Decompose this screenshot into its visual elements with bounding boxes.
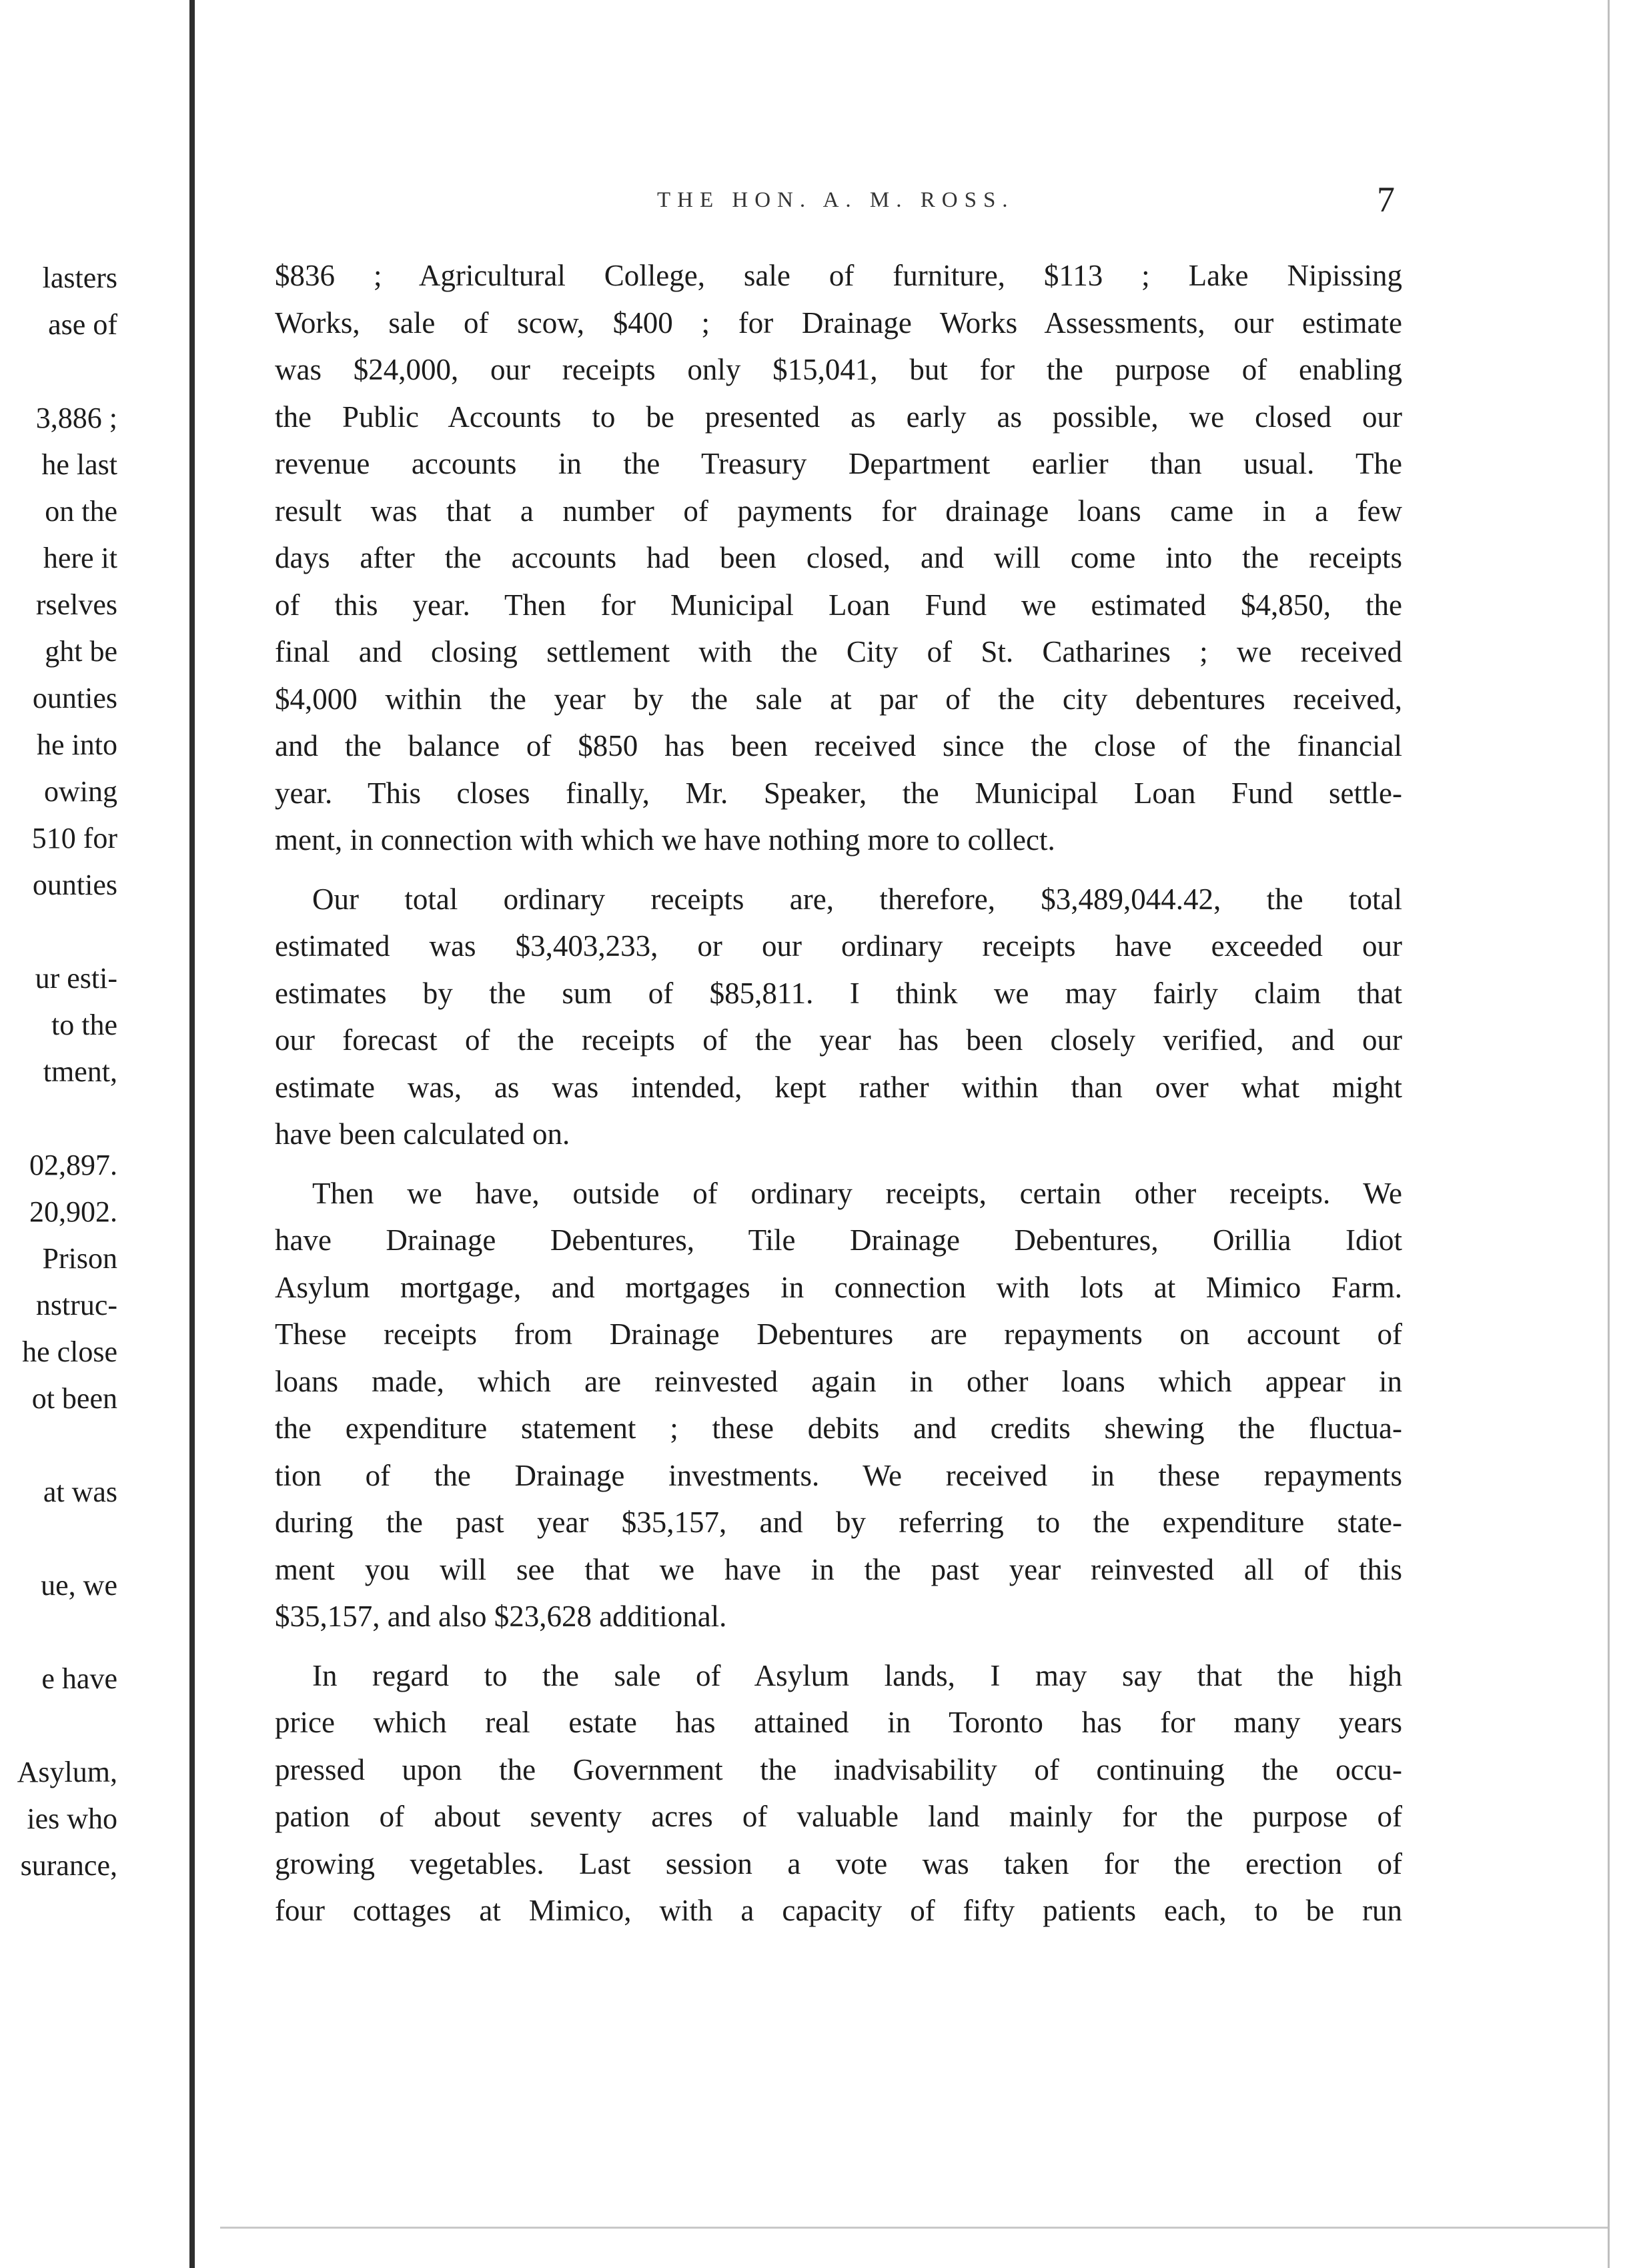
margin-fragment: e have [41, 1662, 117, 1695]
margin-fragment: ght be [45, 635, 117, 668]
margin-fragment [0, 1609, 117, 1656]
text-line: year. This closes finally, Mr. Speaker, the Municipal Loan Fund settle- [275, 776, 1402, 810]
margin-fragment: here it [43, 542, 117, 574]
paragraph-3 [275, 1170, 1402, 1640]
text-line: price which real estate has attained in Toronto has for many years [275, 1706, 1402, 1739]
margin-fragment: ase of [48, 308, 117, 341]
text-line: ment, in connection with which we have nothing more to collect. [275, 823, 1055, 857]
text-line: have been calculated on. [275, 1117, 570, 1151]
text-line: have Drainage Debentures, Tile Drainage Debentures, Orillia Idiot [275, 1223, 1402, 1257]
binding-edge-line [189, 0, 195, 2268]
facing-page-fragments [0, 255, 117, 1889]
text-line: was $24,000, our receipts only $15,041, but for the purpose of enabling [275, 353, 1402, 386]
text-line: estimates by the sum of $85,811. I think we may fairly claim that [275, 976, 1402, 1010]
text-line: revenue accounts in the Treasury Department earlier than usual. The [275, 447, 1402, 480]
margin-fragment: 02,897. [29, 1149, 117, 1181]
body-text [275, 252, 1402, 1946]
text-line: ment you will see that we have in the past year reinvested all of this [275, 1552, 1402, 1586]
text-line: $35,157, and also $23,628 additional. [275, 1600, 727, 1633]
margin-fragment [0, 1422, 117, 1469]
text-line: our forecast of the receipts of the year has been closely verified, and our [275, 1023, 1402, 1057]
margin-fragment: surance, [20, 1849, 117, 1882]
paragraph-2 [275, 876, 1402, 1158]
margin-fragment [0, 1516, 117, 1562]
margin-fragment: he last [41, 448, 117, 481]
margin-fragment: to the [51, 1009, 117, 1041]
margin-fragment: lasters [42, 261, 117, 294]
page-number: 7 [1377, 179, 1395, 219]
margin-fragment: tment, [43, 1055, 117, 1088]
margin-fragment [0, 909, 117, 955]
text-line: estimated was $3,403,233, or our ordinary receipts have exceeded our [275, 929, 1402, 963]
text-line: loans made, which are reinvested again in other loans which appear in [275, 1364, 1402, 1398]
text-line: final and closing settlement with the City of St. Catharines ; we received [275, 635, 1402, 668]
margin-fragment: ounties [32, 869, 117, 901]
text-line: $836 ; Agricultural College, sale of furniture, $113 ; Lake Nipissing [275, 259, 1402, 292]
margin-fragment: ot been [31, 1382, 117, 1415]
text-line: In regard to the sale of Asylum lands, I may say that the high [312, 1658, 1402, 1692]
text-line: These receipts from Drainage Debentures are repayments on account of [275, 1317, 1402, 1351]
margin-fragment: ounties [32, 682, 117, 714]
text-line: Works, sale of scow, $400 ; for Drainage Works Assessments, our estimate [275, 306, 1402, 340]
margin-fragment: 20,902. [29, 1195, 117, 1228]
margin-fragment: he close [22, 1335, 117, 1368]
margin-fragment: Asylum, [17, 1756, 117, 1788]
text-line: pation of about seventy acres of valuable land mainly for the purpose of [275, 1800, 1402, 1833]
text-line: the expenditure statement ; these debits and credits shewing the fluctua- [275, 1411, 1402, 1445]
text-line: result was that a number of payments for drainage loans came in a few [275, 494, 1402, 528]
margin-fragment: 510 for [31, 822, 117, 855]
page-edge-right [1608, 0, 1610, 2268]
text-line: pressed upon the Government the inadvisability of continuing the occu- [275, 1752, 1402, 1786]
text-line: growing vegetables. Last session a vote was taken for the erection of [275, 1846, 1402, 1880]
margin-fragment: on the [45, 495, 117, 528]
margin-fragment: at was [43, 1476, 117, 1508]
text-line: days after the accounts had been closed, and will come into the receipts [275, 541, 1402, 574]
text-line: during the past year $35,157, and by referring to the expenditure state- [275, 1506, 1402, 1539]
margin-fragment: ies who [27, 1802, 117, 1835]
page-edge-bottom [220, 2227, 1608, 2229]
text-line: four cottages at Mimico, with a capacity of fifty patients each, to be run [275, 1894, 1402, 1927]
margin-fragment: rselves [35, 588, 117, 621]
text-line: $4,000 within the year by the sale at par of the city debentures received, [275, 682, 1402, 716]
text-line: estimate was, as was intended, kept rather within than over what might [275, 1070, 1402, 1104]
margin-fragment: ur esti- [35, 962, 117, 995]
text-line: and the balance of $850 has been received since the close of the financial [275, 729, 1402, 762]
margin-fragment: ue, we [41, 1569, 117, 1602]
text-line: Then we have, outside of ordinary receipts, certain other receipts. We [312, 1176, 1402, 1210]
margin-fragment [0, 1095, 117, 1142]
text-line: Asylum mortgage, and mortgages in connection with lots at Mimico Farm. [275, 1270, 1402, 1304]
margin-fragment [0, 348, 117, 395]
text-line: tion of the Drainage investments. We received in these repayments [275, 1458, 1402, 1492]
margin-fragment: he into [37, 728, 117, 761]
margin-fragment: 3,886 ; [35, 402, 117, 434]
margin-fragment [0, 1702, 117, 1749]
margin-fragment: nstruc- [35, 1289, 117, 1321]
text-line: of this year. Then for Municipal Loan Fund we estimated $4,850, the [275, 588, 1402, 622]
text-line: the Public Accounts to be presented as early as possible, we closed our [275, 400, 1402, 434]
paragraph-4 [275, 1652, 1402, 1934]
running-head: THE HON. A. M. ROSS. [657, 188, 1015, 212]
margin-fragment: owing [44, 775, 117, 808]
paragraph-1 [275, 252, 1402, 864]
margin-fragment: Prison [42, 1242, 117, 1275]
text-line: Our total ordinary receipts are, therefore, $3,489,044.42, the total [312, 882, 1402, 916]
